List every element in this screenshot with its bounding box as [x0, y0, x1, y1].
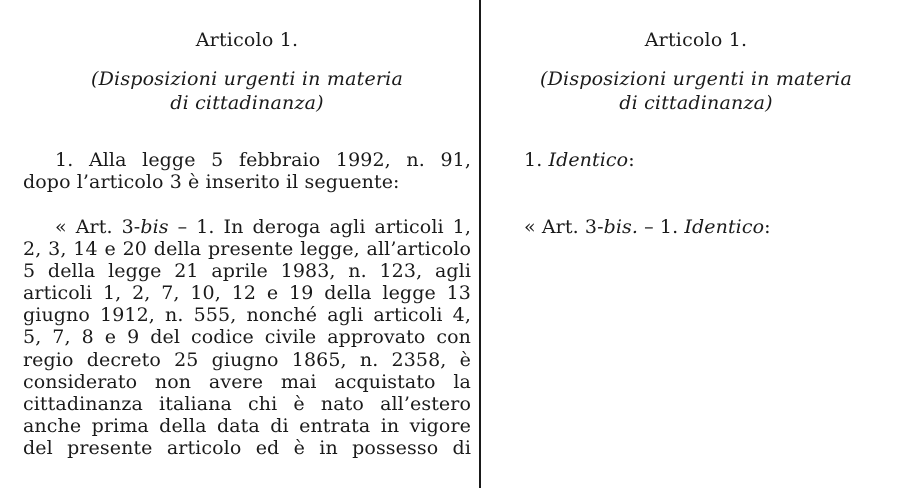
article-heading: Articolo 1. [644, 29, 748, 51]
paragraph-2-line: 5, 7, 8 e 9 del codice civile approvato con [23, 326, 471, 349]
paragraph-1-line-1: 1. Identico: [524, 149, 635, 171]
article-subheading-line-2: di cittadinanza) [619, 92, 773, 114]
article-subheading-line-1: (Disposizioni urgenti in materia [540, 68, 852, 90]
paragraph-2-line: giugno 1912, n. 555, nonché agli articoli 4, [23, 304, 471, 327]
paragraph-2 [23, 216, 471, 459]
article-subheading-line-1: (Disposizioni urgenti in materia [91, 68, 403, 90]
paragraph-2-line: cittadinanza italiana chi è nato all’estero [23, 392, 471, 415]
paragraph-1 [23, 149, 471, 193]
paragraph-2 [524, 216, 868, 238]
paragraph-1-line-2: dopo l’articolo 3 è inserito il seguente: [23, 171, 400, 194]
paragraph-1 [524, 149, 868, 171]
paragraph-1-line-1: 1. Alla legge 5 febbraio 1992, n. 91, [55, 149, 471, 171]
article-subheading-line-2: di cittadinanza) [170, 92, 324, 114]
column-divider [479, 0, 481, 488]
paragraph-2-line: regio decreto 25 giugno 1865, n. 2358, è [23, 348, 471, 371]
paragraph-2-line: 2, 3, 14 e 20 della presente legge, all’articolo [23, 238, 471, 261]
paragraph-2-line: considerato non avere mai acquistato la [23, 370, 471, 393]
paragraph-2-line: del presente articolo ed è in possesso di [23, 436, 471, 459]
paragraph-2-line-1: « Art. 3-bis. – 1. Identico: [524, 216, 771, 238]
paragraph-2-line-1: « Art. 3-bis – 1. In deroga agli articoli 1, [55, 216, 471, 238]
article-heading: Articolo 1. [195, 29, 299, 51]
paragraph-2-line: articoli 1, 2, 7, 10, 12 e 19 della legge 13 [23, 282, 471, 305]
paragraph-2-line: 5 della legge 21 aprile 1983, n. 123, agli [23, 260, 471, 283]
paragraph-2-line: anche prima della data di entrata in vigore [23, 414, 471, 437]
